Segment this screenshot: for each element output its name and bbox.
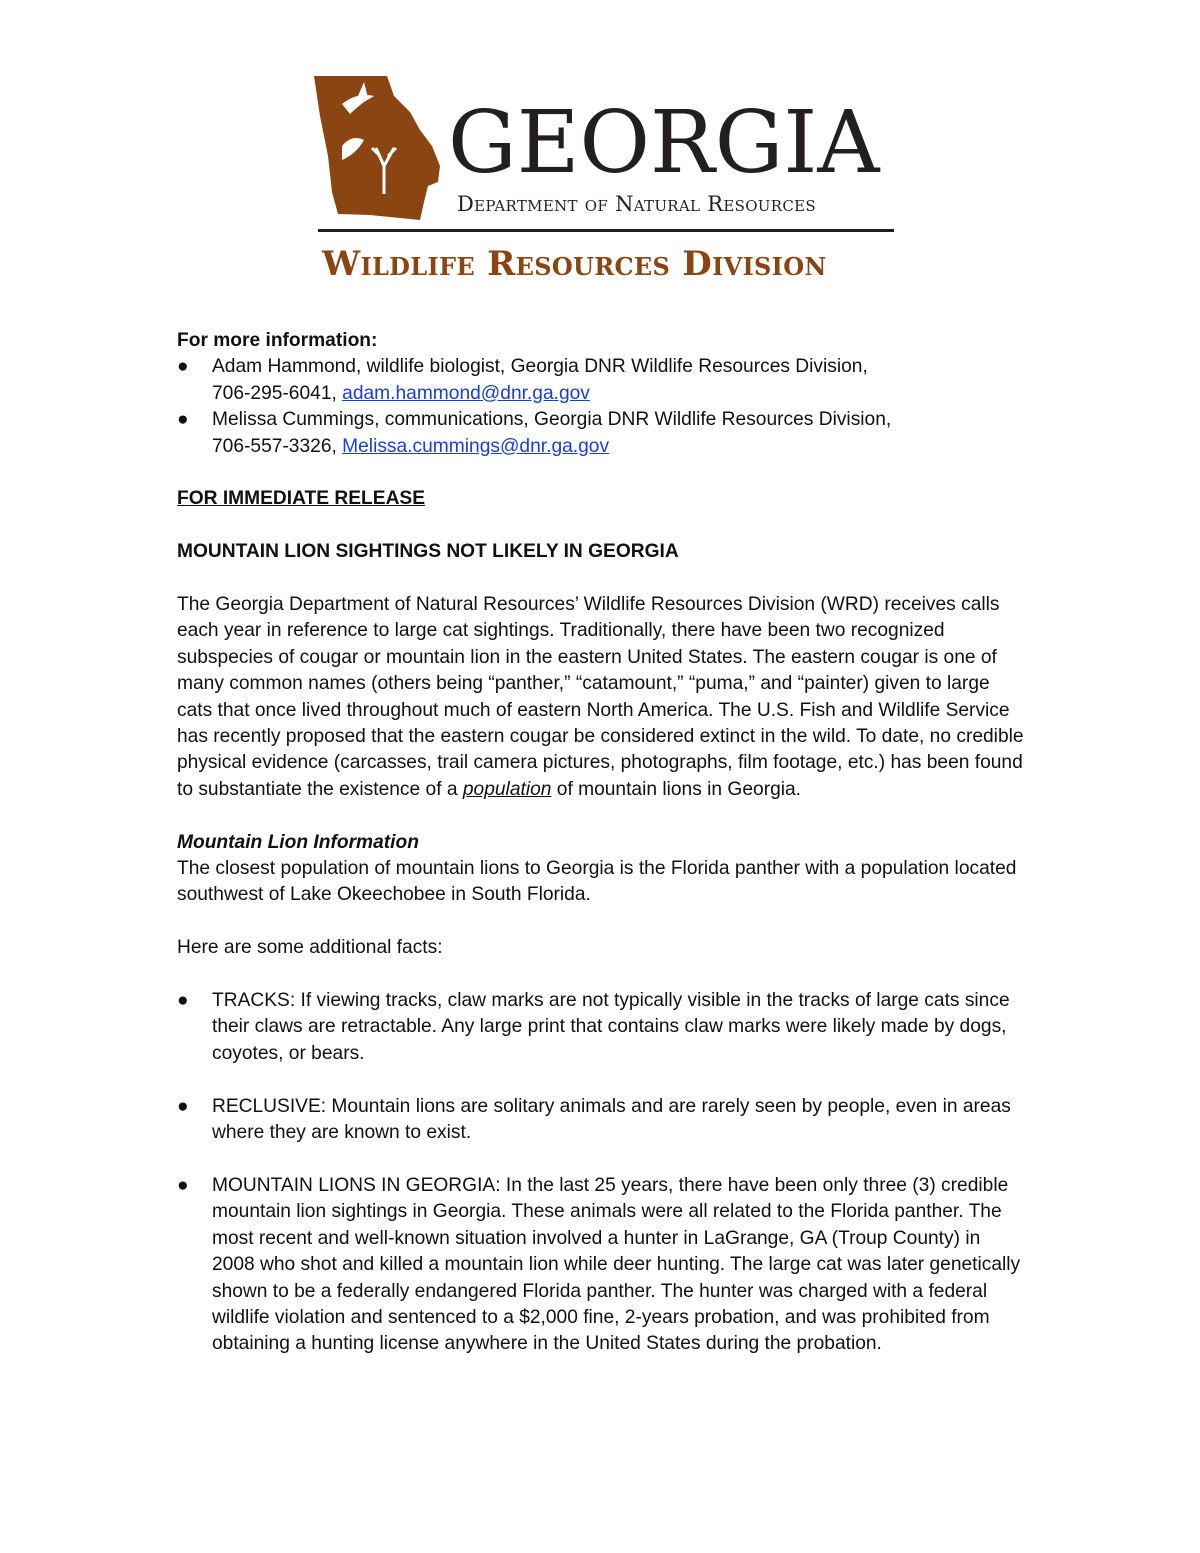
headline: MOUNTAIN LION SIGHTINGS NOT LIKELY IN GEORGIA: [177, 541, 679, 563]
contact-item: [177, 354, 1027, 407]
fact-text: TRACKS: If viewing tracks, claw marks are not typically visible in the tracks of large cats since their claws are retractable. Any large print that contains claw marks were likely made by dogs, coyotes, or bears.: [212, 990, 1010, 1064]
intro-paragraph: [177, 592, 1027, 803]
intro-text: The Georgia Department of Natural Resources’ Wildlife Resources Division (WRD) receives calls each year in reference to large cat sightings. Traditionally, there have been two recognized subspecies of cougar or mountain lion in the eastern United States. The eastern cougar is one of many common names (others being “panther,” “catamount,” “puma,” and “painter) given to large cats that once lived throughout much of eastern North America. The U.S. Fish and Wildlife Service has recently proposed that the eastern cougar be considered extinct in the wild. To date, no credible physical evidence (carcasses, trail camera pictures, photographs, film footage, etc.) has been found to substantiate the existence of a: [177, 594, 1024, 800]
info-paragraph: The closest population of mountain lions to Georgia is the Florida panther with a population located southwest of Lake Okeechobee in South Florida.: [177, 858, 1017, 906]
email-link[interactable]: Melissa.cummings@dnr.ga.gov: [342, 435, 610, 457]
facts-list: [177, 988, 1027, 1358]
press-release-body: [177, 328, 1027, 1358]
facts-intro: Here are some additional facts:: [177, 937, 443, 959]
agency-logo: [312, 74, 896, 284]
bullet: ●: [177, 409, 189, 431]
contact-details: Melissa Cummings, communications, Georgia DNR Wildlife Resources Division,: [212, 409, 892, 431]
intro-text-end: of mountain lions in Georgia.: [551, 778, 802, 800]
spacer: [177, 1146, 1027, 1172]
contact-details: Adam Hammond, wildlife biologist, Georgia DNR Wildlife Resources Division,: [212, 356, 868, 378]
logo-divider: [318, 229, 894, 232]
bullet: ●: [177, 1095, 189, 1117]
contact-list: [177, 354, 1027, 460]
section-heading: Mountain Lion Information: [177, 831, 419, 853]
intro-emphasis: population: [462, 778, 552, 800]
georgia-state-map-icon: [312, 74, 452, 224]
bullet: ●: [177, 1174, 189, 1196]
fact-item: [177, 988, 1027, 1067]
release-label: FOR IMMEDIATE RELEASE: [177, 488, 426, 510]
email-link[interactable]: adam.hammond@dnr.ga.gov: [342, 382, 590, 404]
contact-item: [177, 407, 1027, 460]
spacer: [177, 1067, 1027, 1093]
fact-text: MOUNTAIN LIONS IN GEORGIA: In the last 25 years, there have been only three (3) credible mountain lion sightings in Georgia. These animals were all related to the Florida panther. The most recent and well-known situation involved a hunter in LaGrange, GA (Troup County) in 2008 who shot and killed a mountain lion while deer hunting. The large cat was later genetically shown to be a federally endangered Florida panther. The hunter was charged with a federal wildlife violation and sentenced to a $2,000 fine, 2-years probation, and was prohibited from obtaining a hunting license anywhere in the United States during the probation.: [212, 1174, 1021, 1355]
fact-item: [177, 1094, 1027, 1147]
bullet: ●: [177, 990, 189, 1012]
fact-text: RECLUSIVE: Mountain lions are solitary animals and are rarely seen by people, even in areas where they are known to exist.: [212, 1095, 1011, 1144]
contact-heading: For more information:: [177, 330, 378, 351]
contact-phone: 706-557-3326,: [212, 435, 343, 457]
logo-division: Wildlife Resources Division: [322, 244, 827, 284]
bullet: ●: [177, 356, 189, 378]
fact-item: [177, 1173, 1027, 1358]
logo-subtitle: Department of Natural Resources: [457, 192, 816, 216]
contact-phone: 706-295-6041,: [212, 382, 343, 404]
logo-title: GEORGIA: [448, 93, 880, 193]
